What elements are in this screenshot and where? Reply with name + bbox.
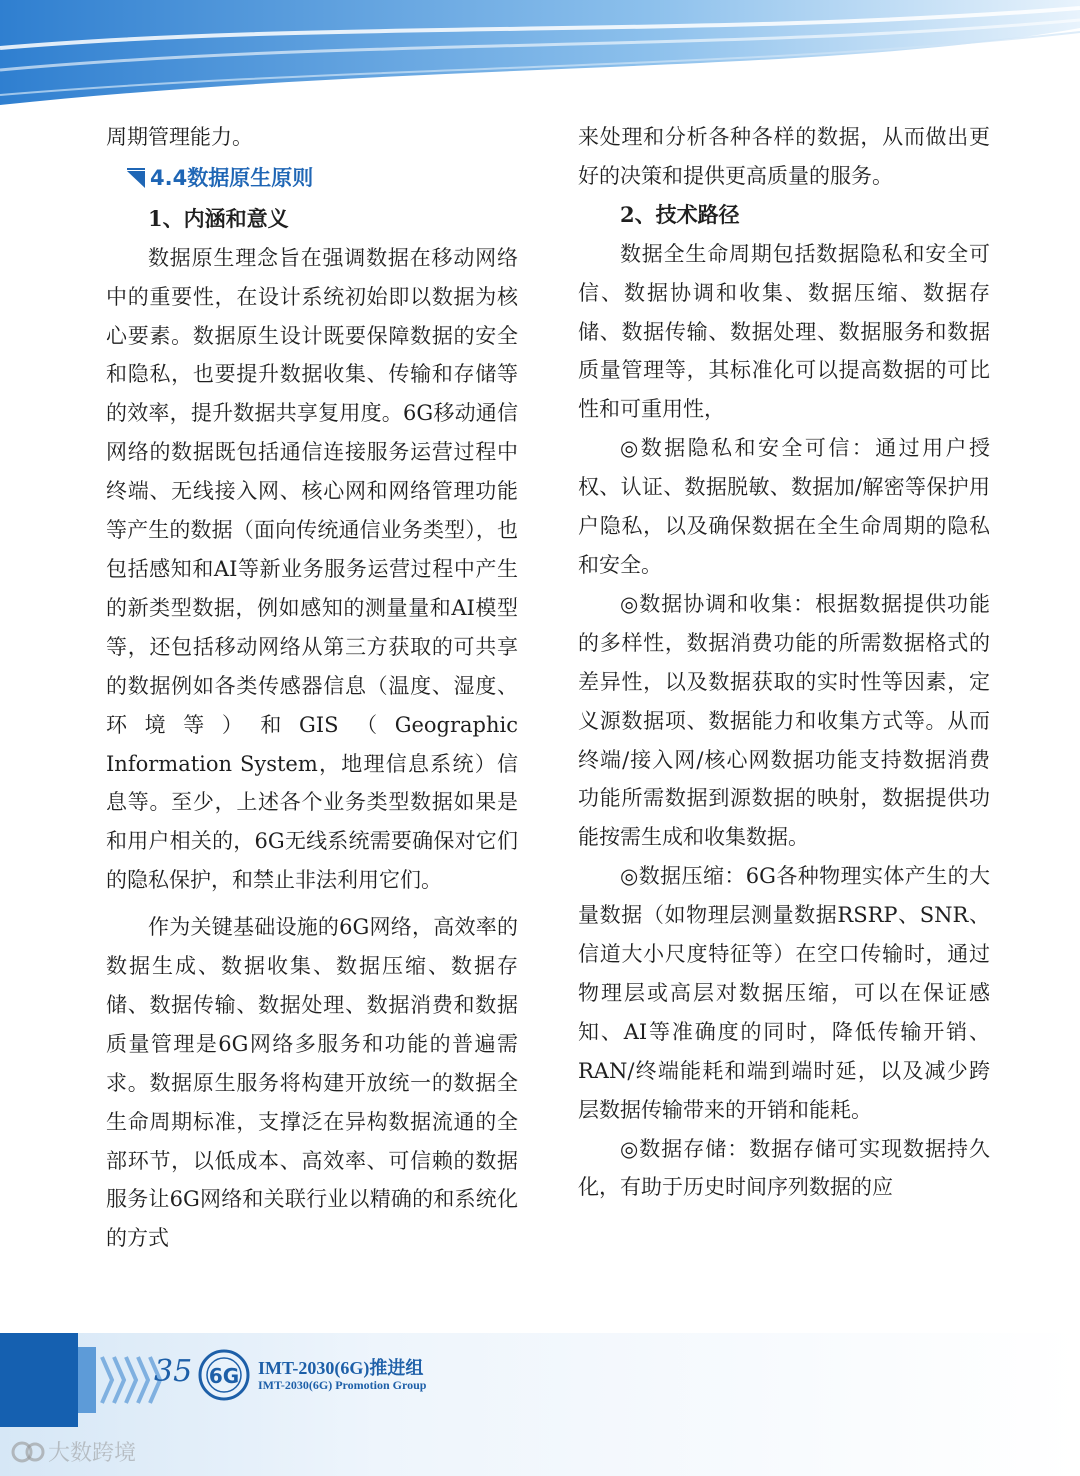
heading-triangle-icon xyxy=(126,167,148,189)
paragraph: 作为关键基础设施的6G网络，高效率的数据生成、数据收集、数据压缩、数据存储、数据传输、数据处理、数据消费和数据质量管理是6G网络多服务和功能的普遍需求。数据原生服务将构建开放统一的数据全生命周期标准，支撑泛在异构数据流通的全部环节，以低成本、高效率、可信赖的数据服务让6G网络和关联行业以精确的和系统化的方式 xyxy=(106,915,518,1251)
watermark xyxy=(8,1436,136,1467)
paragraph: ◎数据协调和收集：根据数据提供功能的多样性，数据消费功能的所需数据格式的差异性，以及数据获取的实时性等因素，定义源数据项、数据能力和收集方式等。从而终端/接入网/核心网数据功能支持数据消费功能所需数据到源数据的映射，数据提供功能按需生成和收集数据。 xyxy=(578,591,990,850)
footer-title: IMT-2030(6G)推进组 xyxy=(258,1358,424,1378)
sub-heading: 2、技术路径 xyxy=(620,201,740,227)
paragraph: 来处理和分析各种各样的数据，从而做出更好的决策和提供更高质量的服务。 xyxy=(578,125,990,188)
left-column xyxy=(106,118,518,1258)
paragraph: 数据原生理念旨在强调数据在移动网络中的重要性，在设计系统初始即以数据为核心要素。数据原生设计既要保障数据的安全和隐私，也要提升数据收集、传输和存储等的效率，提升数据共享复用度。6G移动通信网络的数据既包括通信连接服务运营过程中终端、无线接入网、核心网和网络管理功能等产生的数据（面向传统通信业务类型），也包括感知和AI等新业务服务运营过程中产生的新类型数据，例如感知的测量量和AI模型等，还包括移动网络从第三方获取的可共享的数据例如各类传感器信息（温度、湿度、环境等）和GIS（Geographic Information System，地理信息系统）信息等。至少，上述各个业务类型数据如果是和用户相关的，6G无线系统需要确保对它们的隐私保护，和禁止非法利用它们。 xyxy=(106,245,518,893)
imt-2030-logo-icon xyxy=(198,1349,250,1401)
paragraph: ◎数据压缩：6G各种物理实体产生的大量数据（如物理层测量数据RSRP、SNR、信道大小尺度特征等）在空口传输时，通过物理层或高层对数据压缩，可以在保证感知、AI等准确度的同时，降低传输开销、RAN/终端能耗和端到端时延，以及减少跨层数据传输带来的开销和能耗。 xyxy=(578,864,990,1122)
page-number: 35 xyxy=(154,1354,193,1389)
section-heading xyxy=(126,159,518,198)
watermark-text: 大数跨境 xyxy=(48,1441,137,1466)
paragraph: 周期管理能力。 xyxy=(106,125,253,149)
sub-heading: 1、内涵和意义 xyxy=(148,205,289,231)
paragraph: ◎数据隐私和安全可信：通过用户授权、认证、数据脱敏、数据加/解密等保护用户隐私，以及确保数据在全生命周期的隐私和安全。 xyxy=(578,436,990,577)
paragraph: 数据全生命周期包括数据隐私和安全可信、数据协调和收集、数据压缩、数据存储、数据传输、数据处理、数据服务和数据质量管理等，其标准化可以提高数据的可比性和可重用性， xyxy=(578,241,990,422)
section-heading-text: 4.4数据原生原则 xyxy=(150,165,314,190)
header-wave-decoration xyxy=(0,0,1080,130)
footer-subtitle: IMT-2030(6G) Promotion Group xyxy=(258,1378,427,1392)
right-column xyxy=(578,118,990,1207)
logo-text: 6G xyxy=(208,1364,240,1388)
watermark-logo-icon xyxy=(8,1438,46,1466)
paragraph: ◎数据存储：数据存储可实现数据持久化，有助于历史时间序列数据的应 xyxy=(578,1136,990,1200)
